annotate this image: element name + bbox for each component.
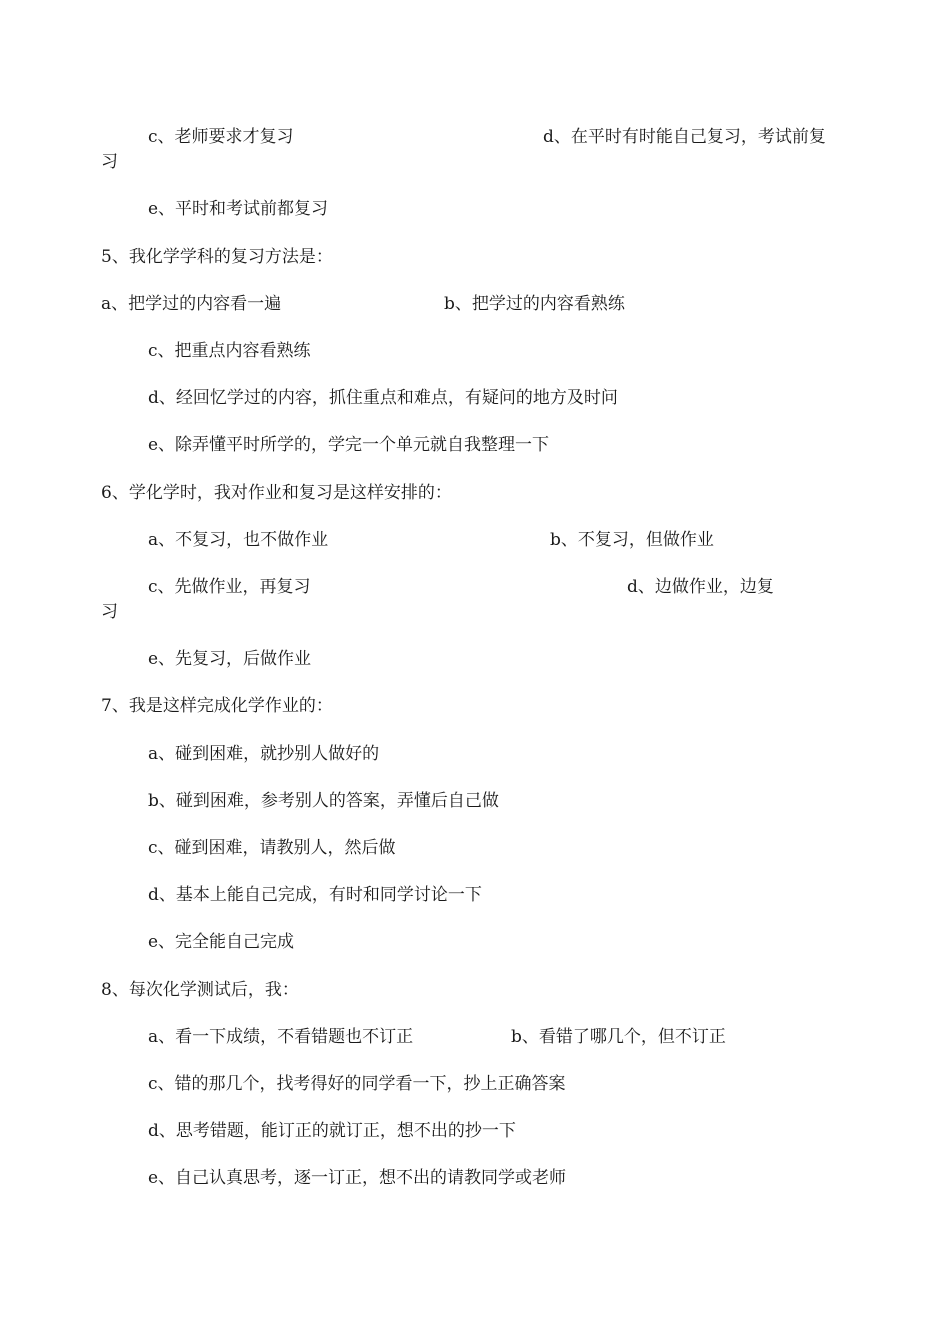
q8-option-a: a、看一下成绩，不看错题也不订正 — [148, 1027, 414, 1047]
q6-option-e: e、先复习，后做作业 — [148, 649, 312, 669]
q4-option-d: d、在平时有时能自己复习，考试前复 — [543, 127, 826, 147]
q5-question: 5、我化学学科的复习方法是： — [101, 247, 333, 267]
q4-option-c: c、老师要求才复习 — [148, 127, 294, 147]
q7-option-d: d、基本上能自己完成，有时和同学讨论一下 — [148, 885, 482, 905]
q5-option-e: e、除弄懂平时所学的，学完一个单元就自我整理一下 — [148, 435, 550, 455]
q6-question: 6、学化学时，我对作业和复习是这样安排的： — [101, 483, 452, 503]
q5-option-a: a、把学过的内容看一遍 — [101, 294, 282, 314]
q8-option-d: d、思考错题，能订正的就订正，想不出的抄一下 — [148, 1121, 516, 1141]
q7-option-e: e、完全能自己完成 — [148, 932, 295, 952]
q8-option-e: e、自己认真思考，逐一订正，想不出的请教同学或老师 — [148, 1168, 567, 1188]
q4-option-d-wrap: 习 — [101, 152, 118, 172]
q7-option-a: a、碰到困难，就抄别人做好的 — [148, 744, 380, 764]
q6-option-d-wrap: 习 — [101, 602, 118, 622]
q7-question: 7、我是这样完成化学作业的： — [101, 696, 333, 716]
q5-option-d: d、经回忆学过的内容，抓住重点和难点，有疑问的地方及时问 — [148, 388, 618, 408]
q7-option-b: b、碰到困难，参考别人的答案，弄懂后自己做 — [148, 791, 499, 811]
q8-question: 8、每次化学测试后，我： — [101, 980, 299, 1000]
q5-option-b: b、把学过的内容看熟练 — [444, 294, 625, 314]
q6-option-d: d、边做作业，边复 — [627, 577, 774, 597]
q7-option-c: c、碰到困难，请教别人，然后做 — [148, 838, 396, 858]
q8-option-b: b、看错了哪几个，但不订正 — [511, 1027, 726, 1047]
q4-option-e: e、平时和考试前都复习 — [148, 199, 329, 219]
q8-option-c: c、错的那几个，找考得好的同学看一下，抄上正确答案 — [148, 1074, 566, 1094]
q6-option-b: b、不复习，但做作业 — [550, 530, 714, 550]
q6-option-a: a、不复习，也不做作业 — [148, 530, 329, 550]
q5-option-c: c、把重点内容看熟练 — [148, 341, 311, 361]
q6-option-c: c、先做作业，再复习 — [148, 577, 311, 597]
